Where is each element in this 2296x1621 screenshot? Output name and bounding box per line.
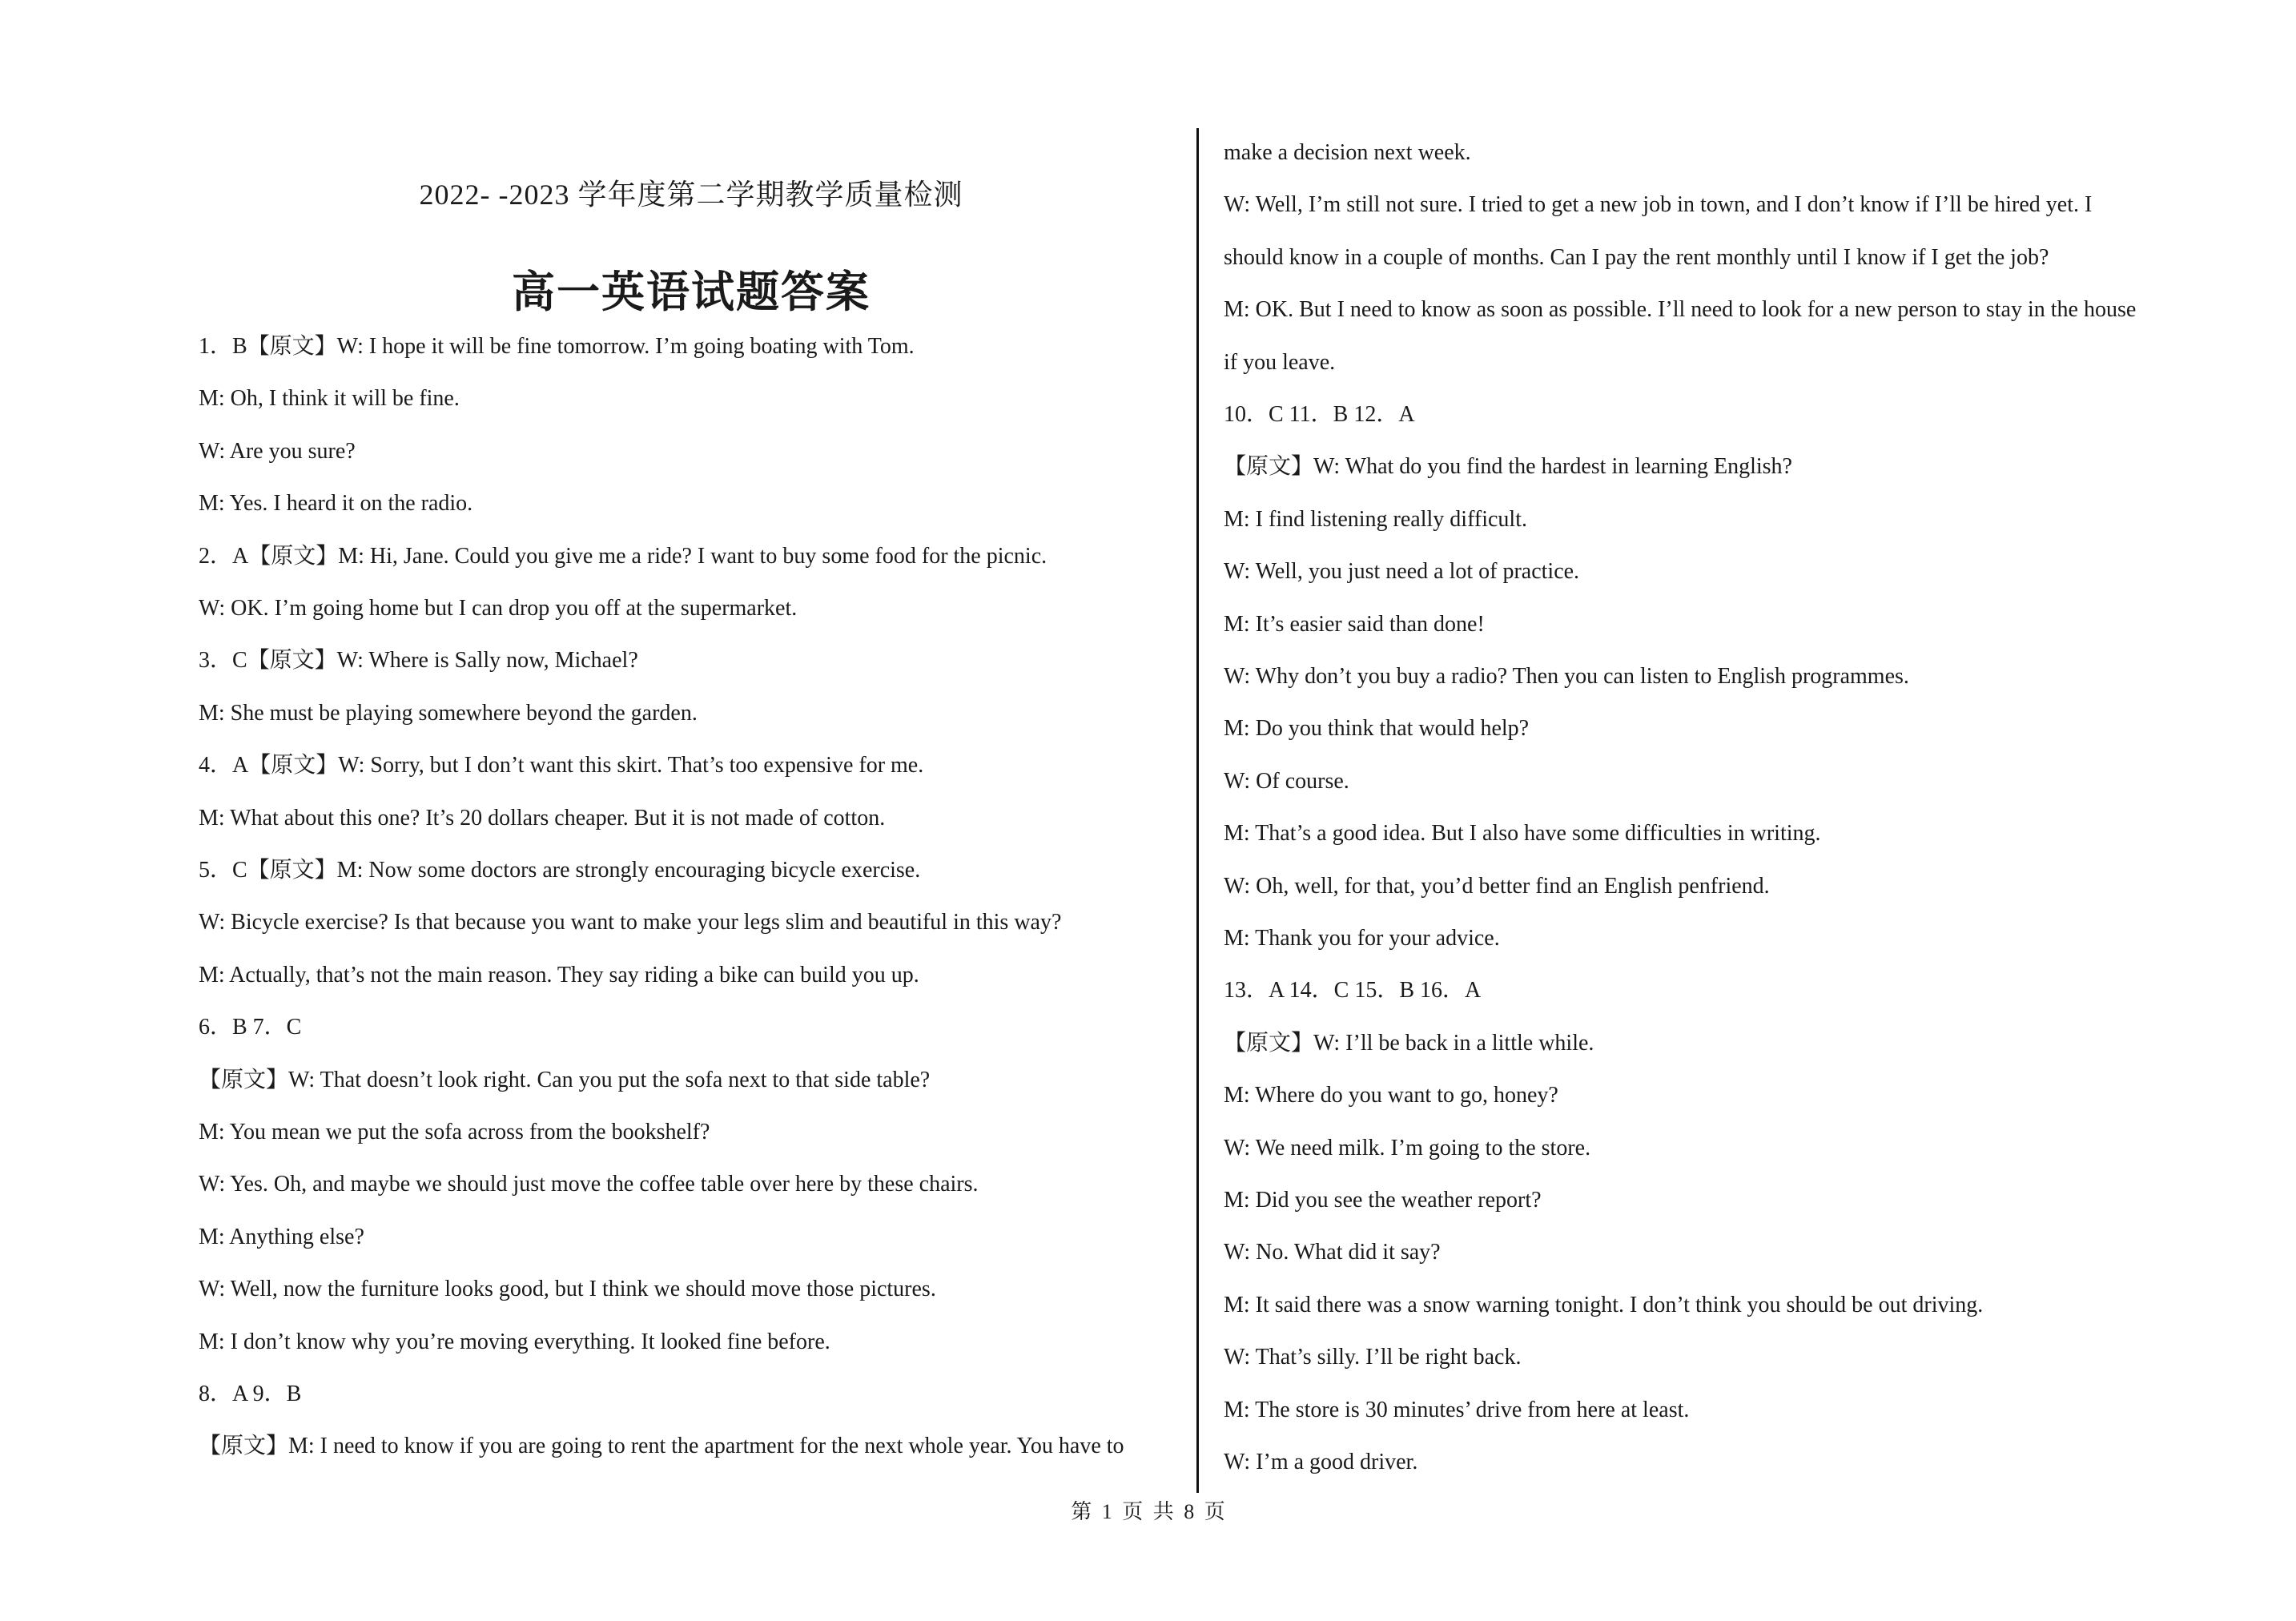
text-line: W: Well, I’m still not sure. I tried to get a new job in town, and I don’t know if I’ll be hired yet. I [1224, 192, 2093, 218]
text-line: W: I’m a good driver. [1224, 1450, 1418, 1474]
exam-subtitle: 2022- -2023 学年度第二学期教学质量检测 [419, 179, 963, 211]
text-line: M: That’s a good idea. But I also have some difficulties in writing. [1224, 821, 1821, 847]
text-line: W: Yes. Oh, and maybe we should just move the coffee table over here by these chairs. [199, 1172, 979, 1197]
text-line: W: Well, now the furniture looks good, but I think we should move those pictures. [199, 1277, 936, 1302]
text-line: M: Where do you want to go, honey? [1224, 1083, 1558, 1108]
text-line: M: Actually, that’s not the main reason. They say riding a bike can build you up. [199, 962, 919, 987]
text-line: 2．A【原文】M: Hi, Jane. Could you give me a ride? I want to buy some food for the picnic. [199, 543, 1047, 569]
text-line: 6．B 7．C [199, 1015, 302, 1040]
text-line: W: Are you sure? [199, 438, 356, 464]
text-line: W: Well, you just need a lot of practice. [1224, 559, 1580, 585]
text-line: 5．C【原文】M: Now some doctors are strongly encouraging bicycle exercise. [199, 858, 921, 883]
text-line: W: Bicycle exercise? Is that because you want to make your legs slim and beautiful in this way? [199, 910, 1062, 935]
text-line: M: Oh, I think it will be fine. [199, 386, 460, 412]
text-line: M: It said there was a snow warning tonight. I don’t think you should be out driving. [1224, 1292, 1984, 1317]
text-line: M: What about this one? It’s 20 dollars cheaper. But it is not made of cotton. [199, 805, 886, 831]
text-line: M: Did you see the weather report? [1224, 1188, 1542, 1213]
text-line: 【原文】W: What do you find the hardest in learning English? [1224, 454, 1792, 480]
text-line: W: Why don’t you buy a radio? Then you can listen to English programmes. [1224, 664, 1909, 689]
text-line: M: Anything else? [199, 1224, 364, 1249]
text-line: M: She must be playing somewhere beyond the garden. [199, 700, 698, 726]
text-line: W: That’s silly. I’ll be right back. [1224, 1345, 1522, 1370]
text-line: 8．A 9．B [199, 1382, 302, 1406]
text-line: 【原文】W: That doesn’t look right. Can you put the sofa next to that side table? [199, 1067, 931, 1092]
text-line: 13．A 14．C 15．B 16．A [1224, 978, 1482, 1004]
text-line: 4．A【原文】W: Sorry, but I don’t want this skirt. That’s too expensive for me. [199, 753, 924, 778]
text-line: 【原文】M: I need to know if you are going to rent the apartment for the next whole year. You have to [199, 1434, 1124, 1459]
text-line: M: Do you think that would help? [1224, 716, 1530, 742]
text-line: 3．C【原文】W: Where is Sally now, Michael? [199, 648, 638, 674]
text-line: M: You mean we put the sofa across from the bookshelf? [199, 1120, 710, 1144]
text-line: W: Of course. [1224, 768, 1349, 794]
text-line: M: I don’t know why you’re moving everything. It looked fine before. [199, 1329, 830, 1354]
text-line: W: Oh, well, for that, you’d better find an English penfriend. [1224, 873, 1770, 899]
text-line: 10．C 11．B 12．A [1224, 402, 1415, 427]
text-line: 1．B【原文】W: I hope it will be fine tomorrow. I’m going boating with Tom. [199, 334, 915, 359]
text-line: W: We need milk. I’m going to the store. [1224, 1135, 1591, 1160]
text-line: W: OK. I’m going home but I can drop you off at the supermarket. [199, 596, 798, 621]
column-divider [1196, 128, 1199, 1493]
text-line: M: Yes. I heard it on the radio. [199, 491, 473, 517]
text-line: W: No. What did it say? [1224, 1240, 1441, 1265]
text-line: M: The store is 30 minutes’ drive from here at least. [1224, 1397, 1690, 1422]
exam-title: 高一英语试题答案 [512, 268, 871, 316]
page-footer: 第 1 页 共 8 页 [1071, 1500, 1225, 1523]
text-line: M: OK. But I need to know as soon as possible. I’ll need to look for a new person to stay in the house [1224, 297, 2137, 323]
text-line: M: Thank you for your advice. [1224, 926, 1500, 951]
text-line: 【原文】W: I’ll be back in a little while. [1224, 1030, 1594, 1056]
text-line: should know in a couple of months. Can I pay the rent monthly until I know if I get the job? [1224, 244, 2049, 270]
text-line: M: It’s easier said than done! [1224, 611, 1485, 637]
text-line: if you leave. [1224, 349, 1336, 375]
text-line: M: I find listening really difficult. [1224, 506, 1527, 532]
text-line: make a decision next week. [1224, 140, 1471, 165]
